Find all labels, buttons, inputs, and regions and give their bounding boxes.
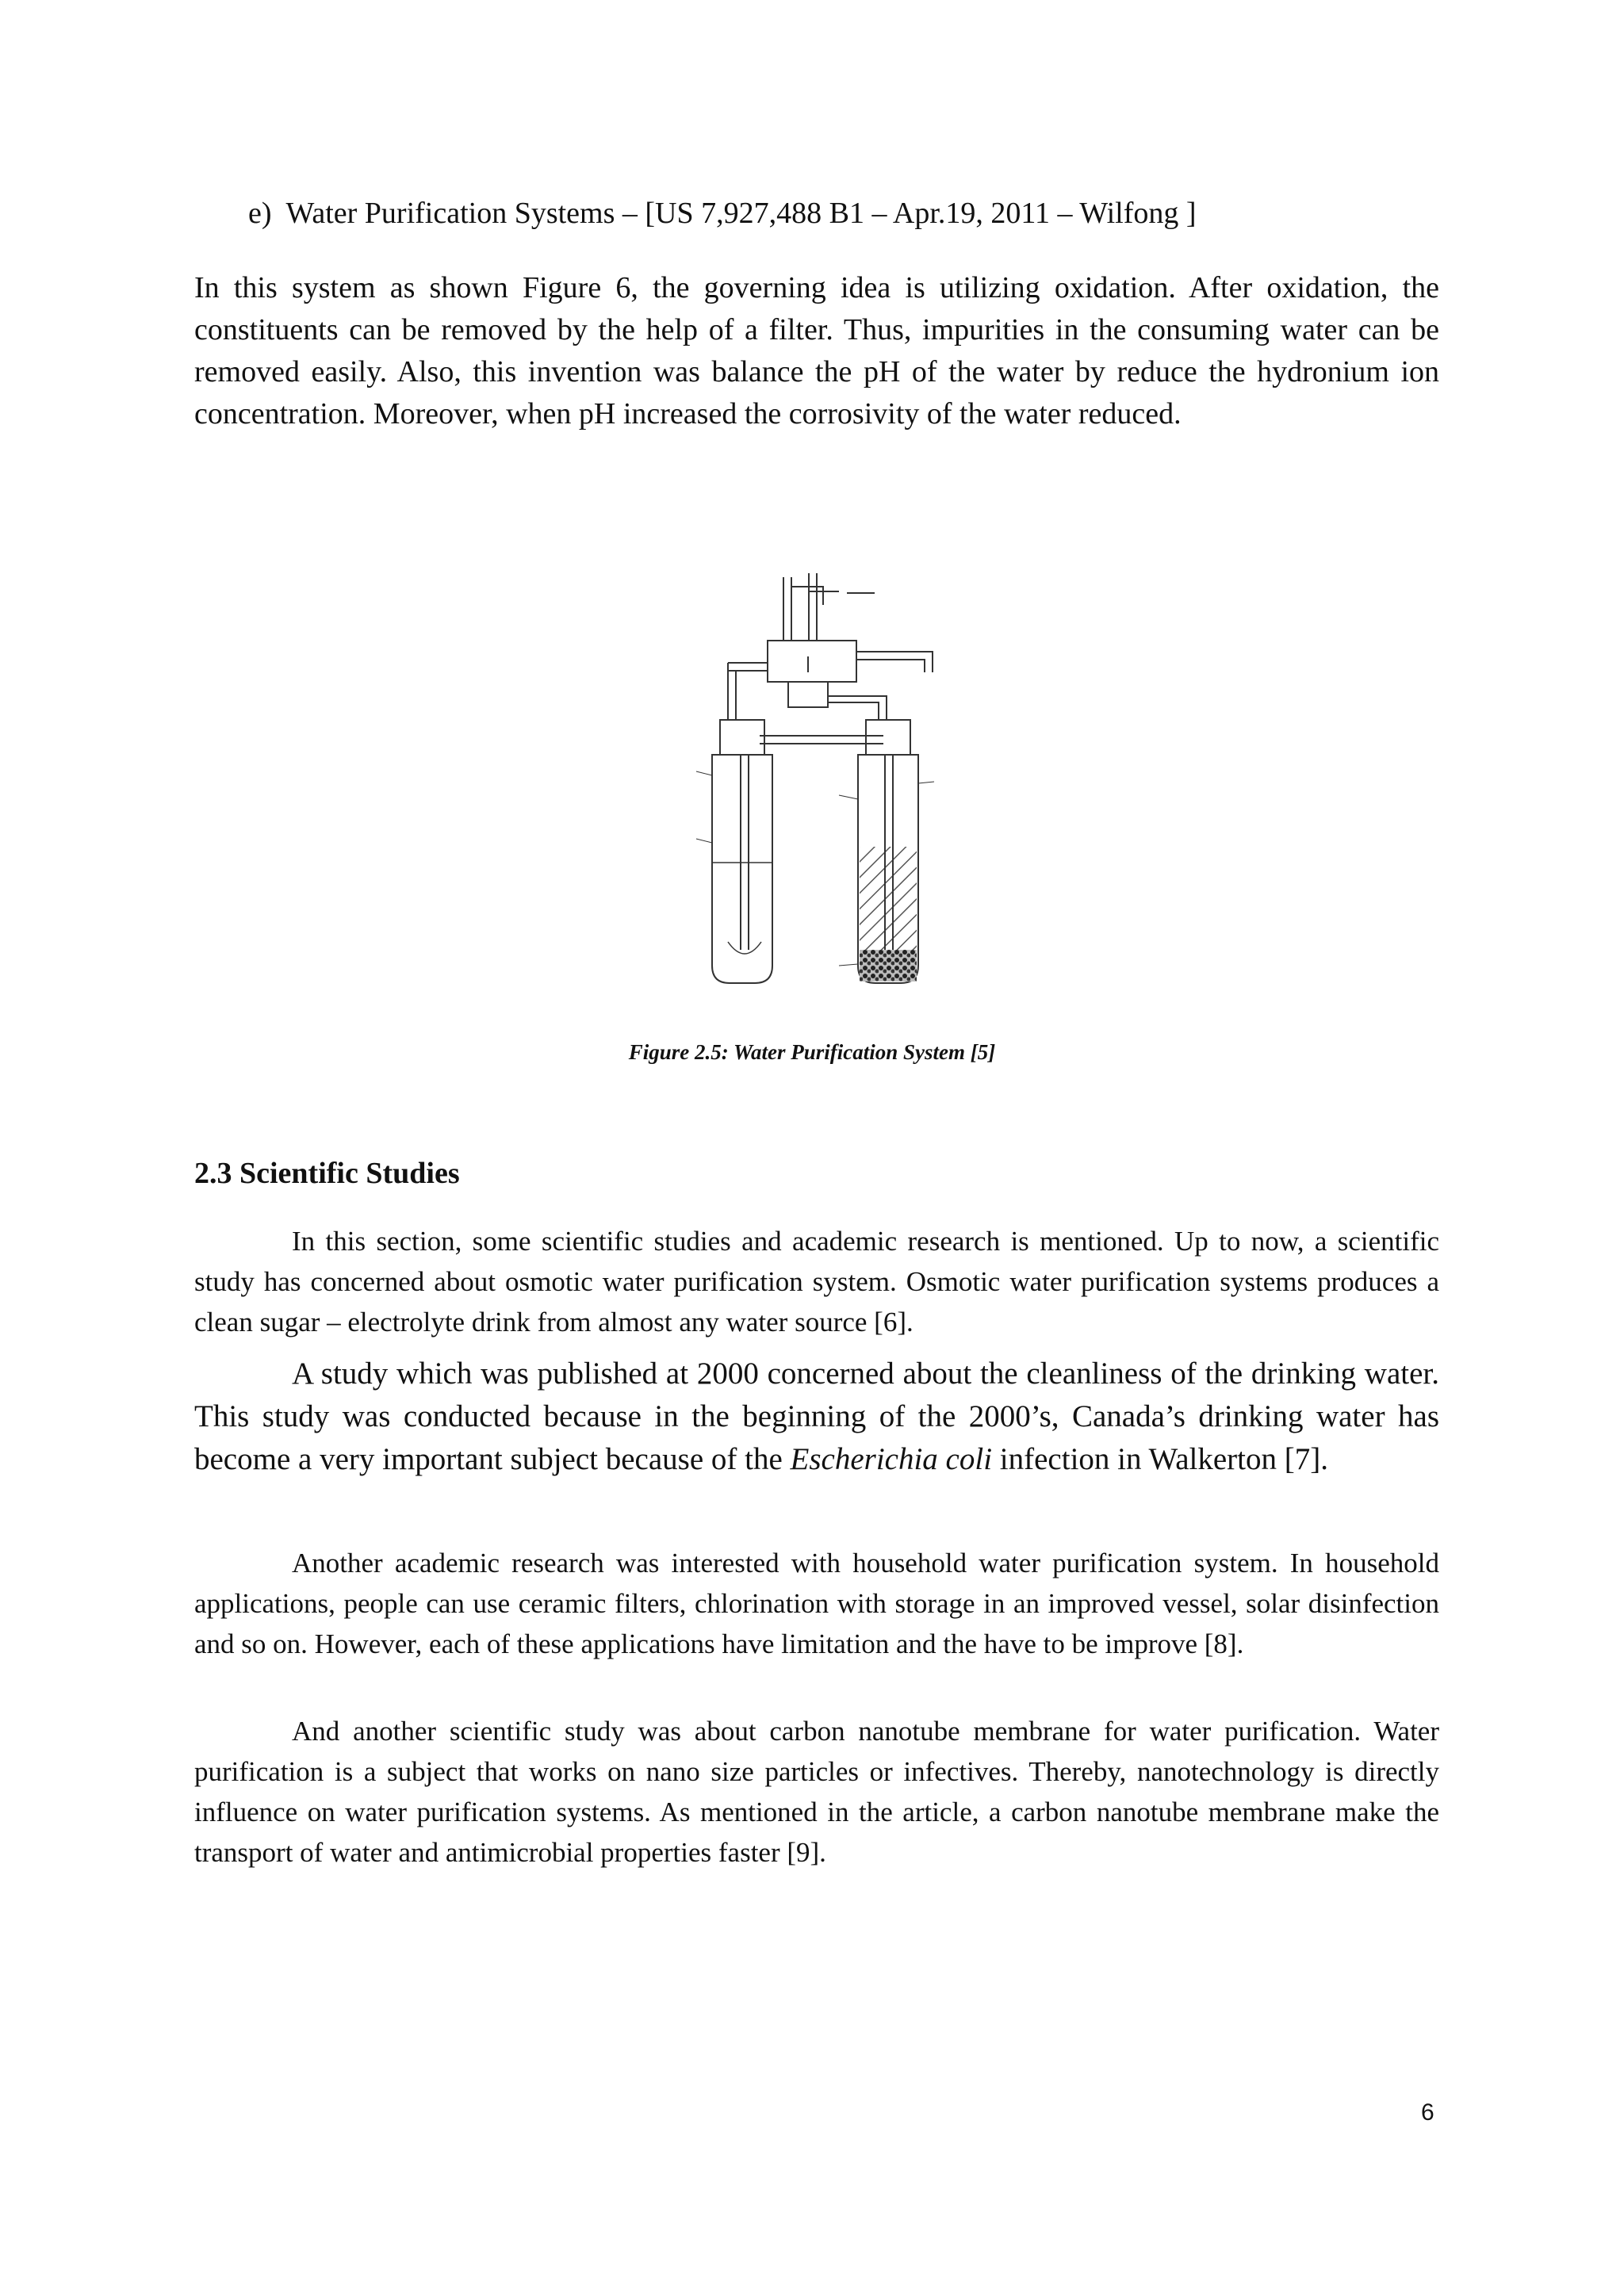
section-e-heading [248, 193, 1197, 233]
intro-paragraph: In this system as shown Figure 6, the governing idea is utilizing oxidation. After oxidation, the constituents can be removed by the help of a filter. Thus, impurities in the consuming water can be removed easily. Also, this invention was balance the pH of the water by reduce the hydronium ion concentration. Moreover, when pH increased the corrosivity of the water reduced. [194, 271, 1439, 430]
paragraph-scientific-intro: In this section, some scientific studies and academic research is mentioned. Up to now, a scientific study has concerned about osmotic water purification system. Osmotic water purification systems produces a clean sugar – electrolyte drink from almost any water source [6]. [194, 1226, 1439, 1337]
list-marker: e) [248, 197, 272, 230]
paragraph-household-purification: Another academic research was interested with household water purification system. In household applications, people can use ceramic filters, chlorination with storage in an improved vessel, solar disinfection and so on. However, each of these applications have limitation and the have to be improve [8]. [194, 1548, 1439, 1659]
water-purification-diagram [680, 569, 961, 997]
paragraph-text: A study which was published at 2000 concerned about the cleanliness of the drinking water. This study was conducted because in the beginning of the 2000’s, Canada’s drinking water has become a very important subject because of the [194, 1357, 1439, 1476]
page-number: 6 [1421, 2099, 1434, 2126]
paragraph-text: infection in Walkerton [7]. [992, 1442, 1328, 1476]
paragraph-carbon-nanotube: And another scientific study was about carbon nanotube membrane for water purification. Water purification is a subject that works on nano size particles or infectives. Thereby, nanotechnology is directly influence on water purification systems. As mentioned in the article, a carbon nanotube membrane make the transport of water and antimicrobial properties faster [9]. [194, 1716, 1439, 1868]
figure-caption: Figure 2.5: Water Purification System [5] [628, 1040, 996, 1064]
species-name: Escherichia coli [790, 1442, 993, 1476]
section-heading: 2.3 Scientific Studies [194, 1157, 460, 1190]
section-e-title: Water Purification Systems – [US 7,927,488 B1 – Apr.19, 2011 – Wilfong ] [285, 197, 1197, 230]
paragraph-drinking-water-study [194, 1353, 1439, 1481]
